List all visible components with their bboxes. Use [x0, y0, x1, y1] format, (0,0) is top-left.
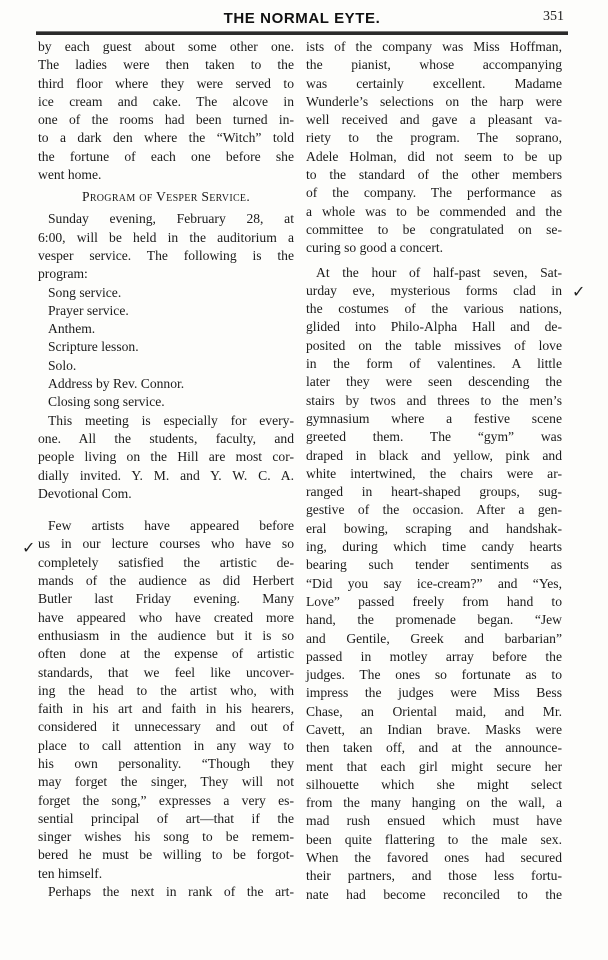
text-line: their partners, and those less fortu- [306, 868, 562, 884]
text-line: nate had become reconciled to the [306, 886, 562, 902]
text-line: then taken off, and at the announce- [306, 740, 562, 756]
text-line: gestive of the occasion. After a gen- [306, 502, 562, 518]
text-line: ing the head to the artist who, with [38, 682, 294, 698]
text-line: forget the song,” expresses a very es- [38, 792, 294, 808]
paragraph-invitation [38, 412, 294, 503]
text-line: dially invited. Y. M. and Y. W. C. A. [38, 467, 294, 483]
text-line: greeted them. The “gym” was [306, 429, 562, 445]
text-line: went home. [38, 167, 102, 183]
text-line: ice cream and cake. The alcove in [38, 93, 294, 109]
text-line: from the many hanging on the wall, a [306, 795, 562, 811]
text-line: “Did you say ice-cream?” and “Yes, [306, 575, 562, 591]
text-line: Adele Holman, did not seem to be up [306, 148, 562, 164]
text-line: program: [38, 266, 88, 282]
text-line: Few artists have appeared before [48, 518, 294, 534]
margin-checkmark-icon: ✓ [22, 538, 36, 557]
text-line: Wunderle’s selections on the harp were [306, 93, 562, 109]
text-line: the costumes of the various nations, [306, 301, 562, 317]
program-item: Song service. [48, 284, 122, 300]
text-line: may forget the singer, They will not [38, 774, 294, 790]
text-line: silhouette which she might select [306, 776, 562, 792]
text-line: curing so good a concert. [306, 240, 444, 256]
text-line: to a dark den where the “Witch” told [38, 130, 294, 146]
text-line: riety to the program. The soprano, [306, 130, 562, 146]
text-line: later they were seen descending the [306, 374, 562, 390]
text-line: often done at the expense of artistic [38, 646, 294, 662]
text-line: ment that each girl might secure her [306, 758, 562, 774]
text-line: been quite flattering to the male sex. [306, 831, 562, 847]
text-line: eral bowing, scraping and handshak- [306, 520, 562, 536]
text-line: Perhaps the next in rank of the art- [48, 884, 294, 900]
running-header [36, 2, 568, 30]
text-line: When the favored ones had secured [306, 850, 562, 866]
text-line: one of the rooms had been turned in- [38, 112, 294, 128]
text-line: considered it unnecessary and out of [38, 719, 294, 735]
program-item: Solo. [48, 357, 77, 373]
text-line: glided into Philo-Alpha Hall and de- [306, 319, 562, 335]
text-line: was certainly excellent. Madame [306, 75, 562, 91]
text-line: have appeared who have created more [38, 609, 294, 625]
text-line: vesper service. The following is the [38, 247, 294, 263]
text-line: stairs by twos and threes to the men’s [306, 392, 562, 408]
text-line: by each guest about some other one. [38, 39, 294, 54]
program-item: Prayer service. [48, 302, 129, 318]
text-line: draped in black and yellow, pink and [306, 447, 562, 463]
text-line: ing, during which time candy hearts [306, 539, 562, 555]
text-line: well received and gave a pleasant va- [306, 112, 562, 128]
paragraph-party-continuation [38, 38, 294, 184]
text-line: At the hour of half-past seven, Sat- [316, 264, 562, 280]
text-line: of the company. The performance as [306, 185, 562, 201]
text-line: hand, the promenade began. “Jew [306, 612, 562, 628]
text-line: one. All the students, faculty, and [38, 430, 294, 446]
text-line: Chase, an Oriental maid, and Mr. [306, 703, 562, 719]
text-line: mad rush ensued which must have [306, 813, 562, 829]
text-line: gymnasium where a festive scene [306, 410, 562, 426]
text-line: judges. The ones so fortunate as to [306, 667, 562, 683]
left-column [38, 38, 294, 901]
paragraph-next-artist [38, 883, 294, 901]
text-line: This meeting is especially for every- [48, 412, 294, 428]
text-line: mands of the audience as did Herbert [38, 573, 294, 589]
publication-title: THE NORMAL EYTE. [223, 10, 381, 27]
text-line: completely satisfied the artistic de- [38, 554, 294, 570]
text-line: The ladies were then taken to the [38, 57, 294, 73]
text-line: the pianist, whose accompanying [306, 57, 562, 73]
text-line: and Gentile, Greek and barbarian” [306, 630, 562, 646]
text-line: Sunday evening, February 28, at [48, 211, 294, 227]
text-line: bered he must be willing to be forgot- [38, 847, 294, 863]
program-item: Closing song service. [48, 394, 165, 410]
program-item: Anthem. [48, 321, 96, 337]
text-line: place to call attention in any way to [38, 737, 294, 753]
text-line: to the standard of the other members [306, 167, 562, 183]
text-line: ranged in heart-shaped groups, sug- [306, 484, 562, 500]
text-line: ten himself. [38, 865, 103, 881]
text-line: a whole was to be commended and the [306, 203, 562, 219]
text-line: impress the judges were Miss Bess [306, 685, 562, 701]
text-line: us in our lecture courses who have so [38, 536, 294, 552]
text-line: ists of the company was Miss Hoffman, [306, 39, 562, 54]
text-line: third floor where they were served to [38, 75, 294, 91]
text-line: standards, that we feel like uncover- [38, 664, 294, 680]
right-column [306, 38, 562, 904]
paragraph-herbert-butler [38, 517, 294, 883]
page-number: 351 [543, 9, 564, 24]
text-line: white intertwined, the chairs were ar- [306, 465, 562, 481]
text-line: Butler last Friday evening. Many [38, 591, 294, 607]
text-line: Love” passed freely from hand to [306, 593, 562, 609]
section-heading-vesper: Program of Vesper Service. [81, 189, 251, 205]
text-line: Devotional Com. [38, 485, 132, 501]
paragraph-valentine-party [306, 264, 562, 904]
program-item: Scripture lesson. [48, 339, 139, 355]
paragraph-vesper-intro [38, 210, 294, 283]
text-line: 6:00, will be held in the auditorium a [38, 229, 294, 245]
program-list [38, 284, 294, 412]
text-line: bearing such tender sentiments as [306, 557, 562, 573]
text-line: people living on the Hill are most cor- [38, 449, 294, 465]
text-line: his own personality. “Though they [38, 755, 294, 771]
text-line: sential principal of art—that if the [38, 810, 294, 826]
text-line: posited on the table missives of love [306, 337, 562, 353]
text-line: faith in his art and faith in his hearers, [38, 701, 294, 717]
text-line: singer wishes his song to be remem- [38, 829, 294, 845]
header-rule [36, 31, 568, 35]
text-line: Cavett, an Indian brave. Masks were [306, 721, 562, 737]
text-line: the fortune of each one before she [38, 148, 294, 164]
text-line: committee to be congratulated on se- [306, 221, 562, 237]
text-line: enthusiasm in the audience but it is so [38, 627, 294, 643]
program-item: Address by Rev. Connor. [48, 376, 185, 392]
text-line: urday eve, mysterious forms clad in [306, 282, 562, 298]
paragraph-gap [38, 503, 294, 517]
text-line: passed in motley array before the [306, 648, 562, 664]
text-line: in the form of valentines. A little [306, 356, 562, 372]
margin-checkmark-icon: ✓ [572, 282, 586, 301]
paragraph-concert-review [306, 38, 562, 258]
